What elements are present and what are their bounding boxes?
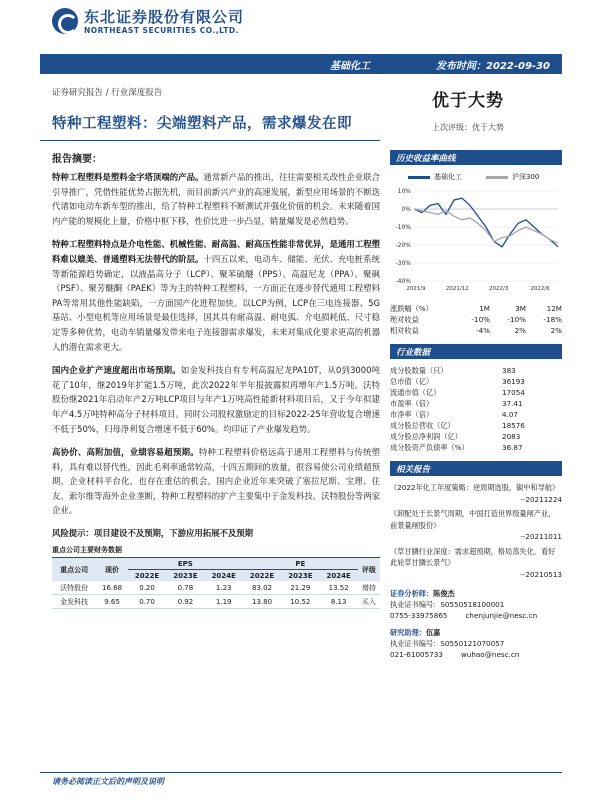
stat-label: 总市值（亿） xyxy=(390,377,434,386)
table-header-cell: EPS xyxy=(128,558,243,570)
legend-label: 沪深300 xyxy=(512,173,540,181)
estimates-caption: 重点公司主要财务数据 xyxy=(52,546,122,555)
related-report-date: --20210513 xyxy=(520,569,562,579)
analyst-cert: 执业证书编号：S0550518100001 xyxy=(390,600,505,609)
y-tick-label: -40% xyxy=(395,278,411,285)
y-tick-label: -30% xyxy=(395,260,411,267)
legend-label: 基础化工 xyxy=(434,173,462,181)
table-row xyxy=(390,314,562,325)
table-row xyxy=(52,581,380,595)
table-header-cell: 2022E xyxy=(128,570,166,582)
x-tick-label: 2022/3 xyxy=(488,286,509,292)
summary-lead-1: 特种工程塑料是塑料金字塔顶端的产品。 xyxy=(52,172,204,182)
legend-item xyxy=(408,172,462,182)
analyst-role xyxy=(390,588,562,599)
table-row xyxy=(52,595,380,609)
x-tick-label: 2021/12 xyxy=(445,286,469,292)
table-header-cell: 评级 xyxy=(358,558,380,582)
header-bar xyxy=(40,54,562,74)
stat-value: 18576 xyxy=(502,421,525,430)
summary-paragraph-2 xyxy=(52,237,380,354)
x-tick-label: 2022/6 xyxy=(530,286,550,292)
summary-body-1: 通常新产品的推出，往往需要相关改性企业联合引导推广，凭借性能优势占据先机，而目前新兴产业的高速发展，新型应用场景的不断迭代诸如电动车新车型的推出，给了特种工程塑料不断测试并强化价值的机会。未来随着国内产能的规模化上量，价格中枢下移，性价比进一步凸显，销量爆发是必然趋势。 xyxy=(52,172,381,226)
stat-label: 流通市值（亿） xyxy=(390,388,441,397)
analyst-block xyxy=(390,588,562,660)
series-line-1 xyxy=(414,198,558,247)
table-header-cell: 重点公司 xyxy=(52,558,96,582)
table-header-cell: 2024E xyxy=(320,570,358,582)
y-tick-label: 0% xyxy=(401,206,411,213)
list-item xyxy=(390,420,562,431)
analyst-contact xyxy=(390,649,562,660)
legend-swatch xyxy=(408,176,430,179)
summary-lead-2: 特种工程塑料特点是介电性能、机械性能、耐高温、耐高压性能非常优异，是通用工程塑料难以媲美、普通塑料无法替代的阶层。 xyxy=(52,239,380,264)
table-cell: 0.20 xyxy=(128,581,166,595)
summary-body-4: 特种工程塑料价格远高于通用工程塑料与传统塑料，具有难以替代性，因此毛利率通常较高，十四五期间的放量，很容易使公司业绩超预期，企业材料平台化，也存在重估的机会。国内企业近年来突破了塞拉尼斯、宝理、住友、索尔维等海外企业垄断，特种工程塑料的扩产主要集中于金发科技、沃特股份等两家企业。 xyxy=(52,447,381,516)
summary-heading: 报告摘要： xyxy=(52,154,102,165)
table-header-cell: 12M xyxy=(546,304,562,313)
y-tick-label: -20% xyxy=(395,242,411,249)
table-cell: 9.65 xyxy=(96,595,128,609)
stat-value: 2083 xyxy=(502,432,521,441)
table-header-cell: 2024E xyxy=(205,570,243,582)
table-cell: -10% xyxy=(507,315,526,324)
stat-value: 36193 xyxy=(502,377,525,386)
summary-lead-4: 高协价、高附加值，业绩容易超预期。 xyxy=(52,447,199,458)
table-cell: 2% xyxy=(550,326,562,335)
table-cell: 1.19 xyxy=(205,595,243,609)
table-cell: 沃特股份 xyxy=(52,581,96,595)
table-cell: 2% xyxy=(514,326,526,335)
title-divider xyxy=(40,140,380,141)
table-cell: -10% xyxy=(471,315,490,324)
list-item xyxy=(390,376,562,387)
table-cell: 16.68 xyxy=(96,581,128,595)
rating: 优于大势 xyxy=(432,91,504,111)
previous-rating: 上次评级：优于大势 xyxy=(432,123,504,132)
table-cell: 增持 xyxy=(358,581,380,595)
table-cell: 金发科技 xyxy=(52,595,96,609)
stat-value: 17054 xyxy=(502,388,525,397)
list-item xyxy=(390,387,562,398)
performance-table xyxy=(390,303,562,336)
legend-item xyxy=(486,172,539,182)
risk-warning: 风险提示：项目建设不及预期，下游应用拓展不及预期 xyxy=(52,528,253,539)
analyst-name: 伍嘉 xyxy=(425,628,441,637)
analyst-email[interactable]: wuhao@nesc.cn xyxy=(460,650,520,659)
table-cell: 0.78 xyxy=(166,581,204,595)
summary-lead-3: 国内企业扩产速度超出市场预期。 xyxy=(52,365,181,376)
stat-label: 市净率（倍） xyxy=(390,410,434,419)
summary-paragraph-4 xyxy=(52,445,380,518)
table-cell: 8.13 xyxy=(320,595,358,609)
table-header-cell: 1M xyxy=(479,304,490,313)
y-tick-label: -10% xyxy=(395,224,411,231)
related-reports xyxy=(390,482,562,580)
sector-label: 基础化工 xyxy=(330,61,370,72)
table-header-cell: 现价 xyxy=(96,558,128,582)
footer-disclaimer: 请务必阅读正文后的声明及说明 xyxy=(52,777,164,786)
table-cell: 相对收益 xyxy=(390,326,419,335)
stat-value: 36.87 xyxy=(502,443,523,452)
related-report-title[interactable]: 《草甘膦行业深度：需求超预期，格局蒸失化，看好此轮草甘膦长景气》 xyxy=(390,546,556,567)
report-title: 特种工程塑料：尖端塑料产品，需求爆发在即 xyxy=(52,116,352,132)
footer-divider xyxy=(40,772,562,773)
table-header-cell: 2023E xyxy=(281,570,319,582)
analyst-cert: 执业证书编号：S0550121070057 xyxy=(390,639,505,648)
analyst-role-label: 证券分析师： xyxy=(390,589,434,598)
list-item xyxy=(390,365,562,376)
chart-legend xyxy=(390,169,562,185)
table-header-cell: 3M xyxy=(515,304,526,313)
summary-section xyxy=(52,150,380,609)
stat-value: 383 xyxy=(502,366,516,375)
analyst-phone: 0755-33975865 xyxy=(390,611,448,620)
table-cell: 13.52 xyxy=(320,581,358,595)
analyst-role xyxy=(390,627,562,638)
report-header xyxy=(0,0,600,48)
x-tick-label: 2021/9 xyxy=(406,286,426,292)
breadcrumb: 证券研究报告 / 行业深度报告 xyxy=(52,88,163,98)
table-header-cell: 涨跌幅（%） xyxy=(390,304,433,313)
company-name-en: NORTHEAST SECURITIES CO.,LTD. xyxy=(84,26,239,35)
analyst-name: 陈俊杰 xyxy=(433,589,455,598)
table-cell: 10.52 xyxy=(281,595,319,609)
table-cell: 21.29 xyxy=(281,581,319,595)
publish-date: 发布时间：2022-09-30 xyxy=(436,61,550,72)
stat-label: 市盈率（倍） xyxy=(390,399,434,408)
table-cell: -4% xyxy=(476,326,490,335)
company-name-cn: 东北证券股份有限公司 xyxy=(84,8,245,26)
analyst-contact xyxy=(390,610,562,621)
table-header-cell: 2022E xyxy=(243,570,281,582)
related-report-date: --20211224 xyxy=(520,494,562,504)
industry-stats xyxy=(390,365,562,453)
related-section-title: 相关报告 xyxy=(390,461,562,476)
list-item xyxy=(390,431,562,442)
company-logo xyxy=(52,8,78,34)
table-cell: 买入 xyxy=(358,595,380,609)
estimates-table xyxy=(52,557,380,609)
summary-paragraph-1 xyxy=(52,170,380,228)
stat-value: 37.41 xyxy=(502,399,523,408)
table-cell: 13.80 xyxy=(243,595,281,609)
related-report-title[interactable]: 《卸配处于长景气周期，中国打造世界级量闸产业，前景量闸股份》 xyxy=(390,509,556,530)
industry-section-title: 行业数据 xyxy=(390,344,562,359)
summary-paragraph-3 xyxy=(52,363,380,436)
related-report-title[interactable]: 《2022年化工年度策略：逆周期选股，碳中和导航》 xyxy=(390,483,560,492)
stat-value: 4.07 xyxy=(502,410,519,419)
stat-label: 成分股总营收（亿） xyxy=(390,421,455,430)
sidebar xyxy=(390,150,562,660)
analyst-role-label: 研究助理： xyxy=(390,628,426,637)
table-cell: 绝对收益 xyxy=(390,315,419,324)
chart-section-title: 历史收益率曲线 xyxy=(390,150,562,165)
list-item xyxy=(390,409,562,420)
analyst-phone: 021-61005733 xyxy=(390,650,443,659)
y-tick-label: 10% xyxy=(397,188,411,195)
analyst-email[interactable]: chenjunjie@nesc.cn xyxy=(465,611,538,620)
history-return-chart xyxy=(390,185,562,295)
list-item xyxy=(390,442,562,453)
table-cell: 83.02 xyxy=(243,581,281,595)
stat-label: 成分股总净利润（亿） xyxy=(390,432,462,441)
table-cell: -18% xyxy=(543,315,562,324)
summary-body-3: 如金发科技自有专利高温尼龙PA10T，从0到3000吨花了10年，继2019年扩能1.5万吨，此次2022年半年报披露拟再增年产1.5万吨。沃特股份继2021年启动年产2万吨LCP项目与年产1万吨高性能新材料项目后，又于今年拟建年产4.5万吨特种高分子材料项目。同时公司股权激励定的目标2022-25年营收复合增速不低于50%，归母净利复合增速不低于60%。均印证了产业爆发趋势。 xyxy=(52,365,380,434)
stat-label: 成分股资产负债率（%） xyxy=(390,443,469,452)
legend-swatch xyxy=(486,176,508,179)
list-item xyxy=(390,398,562,409)
table-header-row xyxy=(52,558,380,570)
related-report-date: --20211011 xyxy=(520,532,562,541)
table-header-row xyxy=(390,303,562,314)
table-cell: 0.92 xyxy=(166,595,204,609)
table-cell: 1.23 xyxy=(205,581,243,595)
table-cell: 0.70 xyxy=(128,595,166,609)
table-row xyxy=(390,325,562,336)
summary-body-2: 十四五以来，电动车、储能、光伏、充电桩系统等新能源趋势确定，以液晶高分子（LCP）、聚苯硫醚（PPS）、高温尼龙（PPA）、聚砜（PSF）、聚芳醚酮（PAEK）等为主的特种工程塑料，一方面正在逐步替代通用工程塑料PA等常用其他性能缺陷，一方面国产化进程加快。以LCP为例，LCP在三电连接器、5G基站、小型电机等应用场景是最佳选择，国其具有耐高温、耐电弧、介电损耗低、尺寸稳定等多种优势，电动车销量爆发带来电子连接器需求爆发，未来对集成化要求更高的机器人的潜在需求更大。 xyxy=(52,253,381,352)
table-header-cell: PE xyxy=(243,558,358,570)
table-header-cell: 2023E xyxy=(166,570,204,582)
stat-label: 成分股数量（只） xyxy=(390,366,448,375)
